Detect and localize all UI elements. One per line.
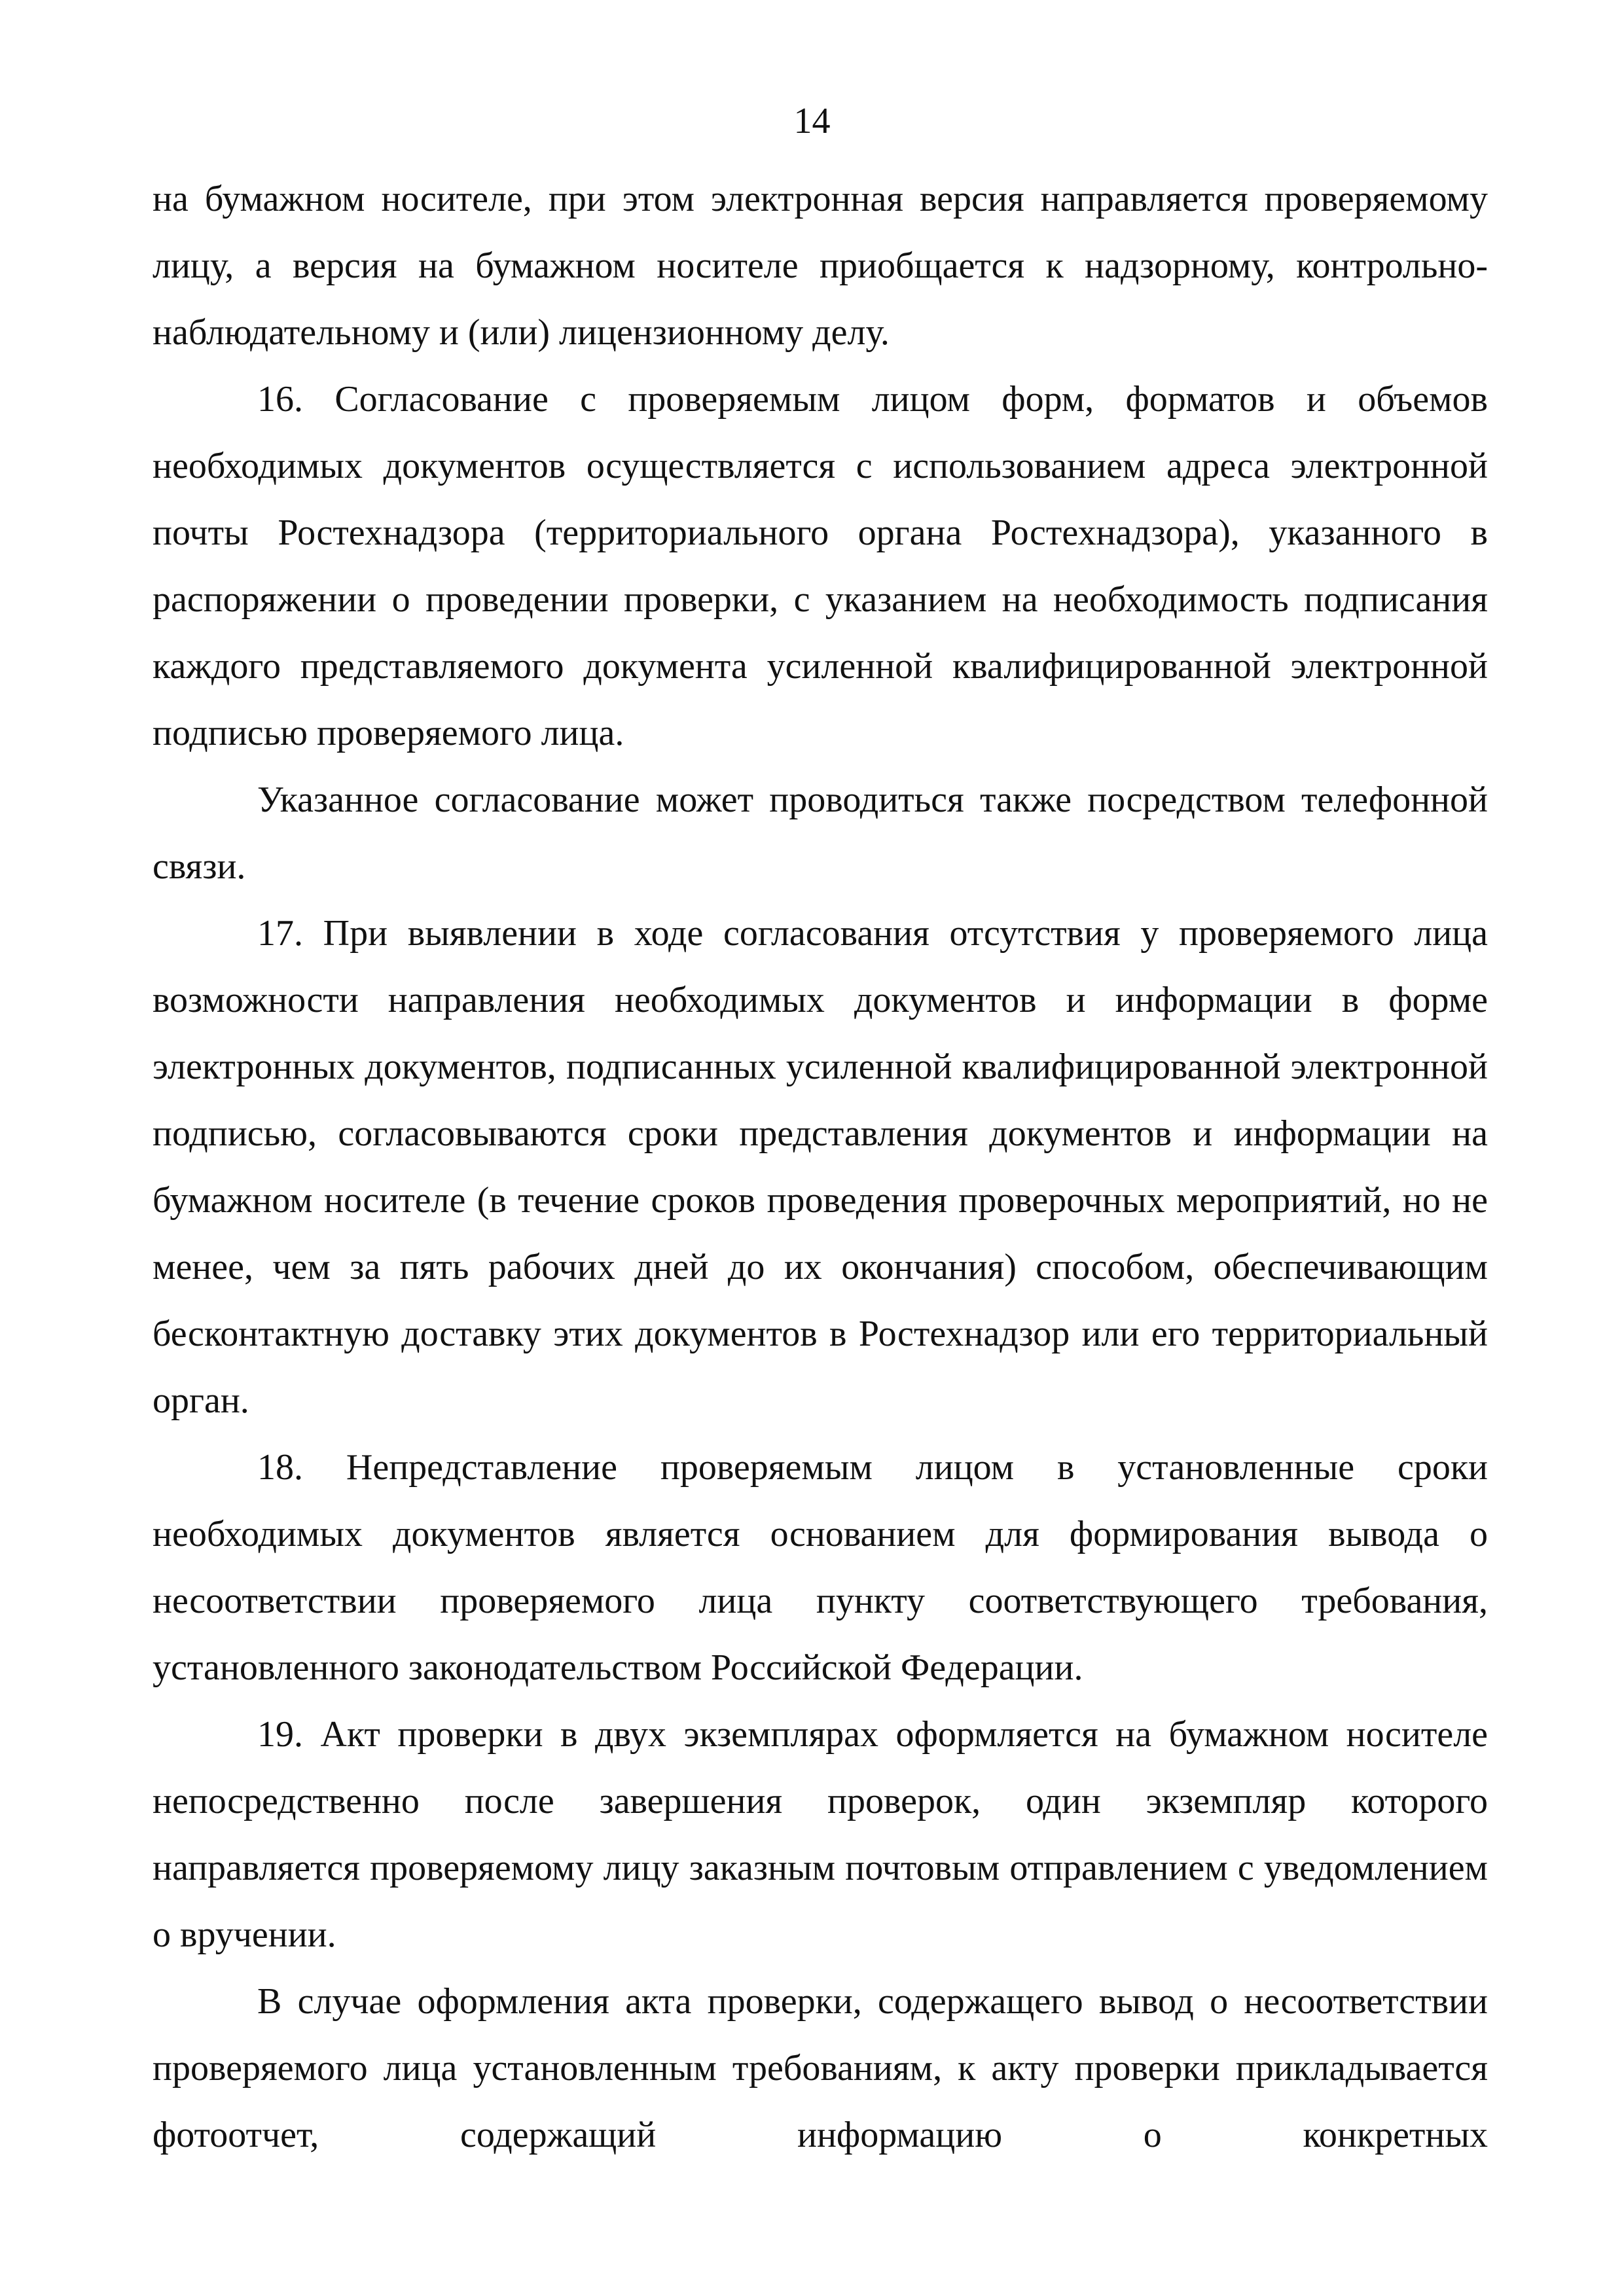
paragraph-16: 16. Согласование с проверяемым лицом форм, форматов и объемов необходимых документов осуществляется с использованием адреса электронной почты Ростехнадзора (территориального органа Ростехнадзора), указанного в распоряжении о проведении проверки, с указанием на необходимость подписания каждого представляемого документа усиленной квалифицированной электронной подписью проверяемого лица. [153,379,1488,753]
page-number: 14 [793,101,831,141]
document-body [153,166,1488,2168]
paragraph-18: 18. Непредставление проверяемым лицом в установленные сроки необходимых документов является основанием для формирования вывода о несоответствии проверяемого лица пункту соответствующего требования, установленного законодательством Российской Федерации. [153,1447,1488,1688]
paragraph-19: 19. Акт проверки в двух экземплярах оформляется на бумажном носителе непосредственно после завершения проверок, один экземпляр которого направляется проверяемому лицу заказным почтовым отправлением с уведомлением о вручении. [153,1714,1488,1955]
paragraph-17: 17. При выявлении в ходе согласования отсутствия у проверяемого лица возможности направления необходимых документов и информации в форме электронных документов, подписанных усиленной квалифицированной электронной подписью, согласовываются сроки представления документов и информации на бумажном носителе (в течение сроков проведения проверочных мероприятий, но не менее, чем за пять рабочих дней до их окончания) способом, обеспечивающим бесконтактную доставку этих документов в Ростехнадзор или его территориальный орган. [153,913,1488,1421]
paragraph-16-note: Указанное согласование может проводиться также посредством телефонной связи. [153,780,1488,887]
paragraph-continuation: на бумажном носителе, при этом электронная версия направляется проверяемому лицу, а версия на бумажном носителе приобщается к надзорному, контрольно-наблюдательному и (или) лицензионному делу. [153,179,1488,353]
paragraph-19-photo-report: В случае оформления акта проверки, содержащего вывод о несоответствии проверяемого лица установленным требованиям, к акту проверки прикладывается фотоотчет, содержащий информацию о конкретных [153,1981,1488,2155]
